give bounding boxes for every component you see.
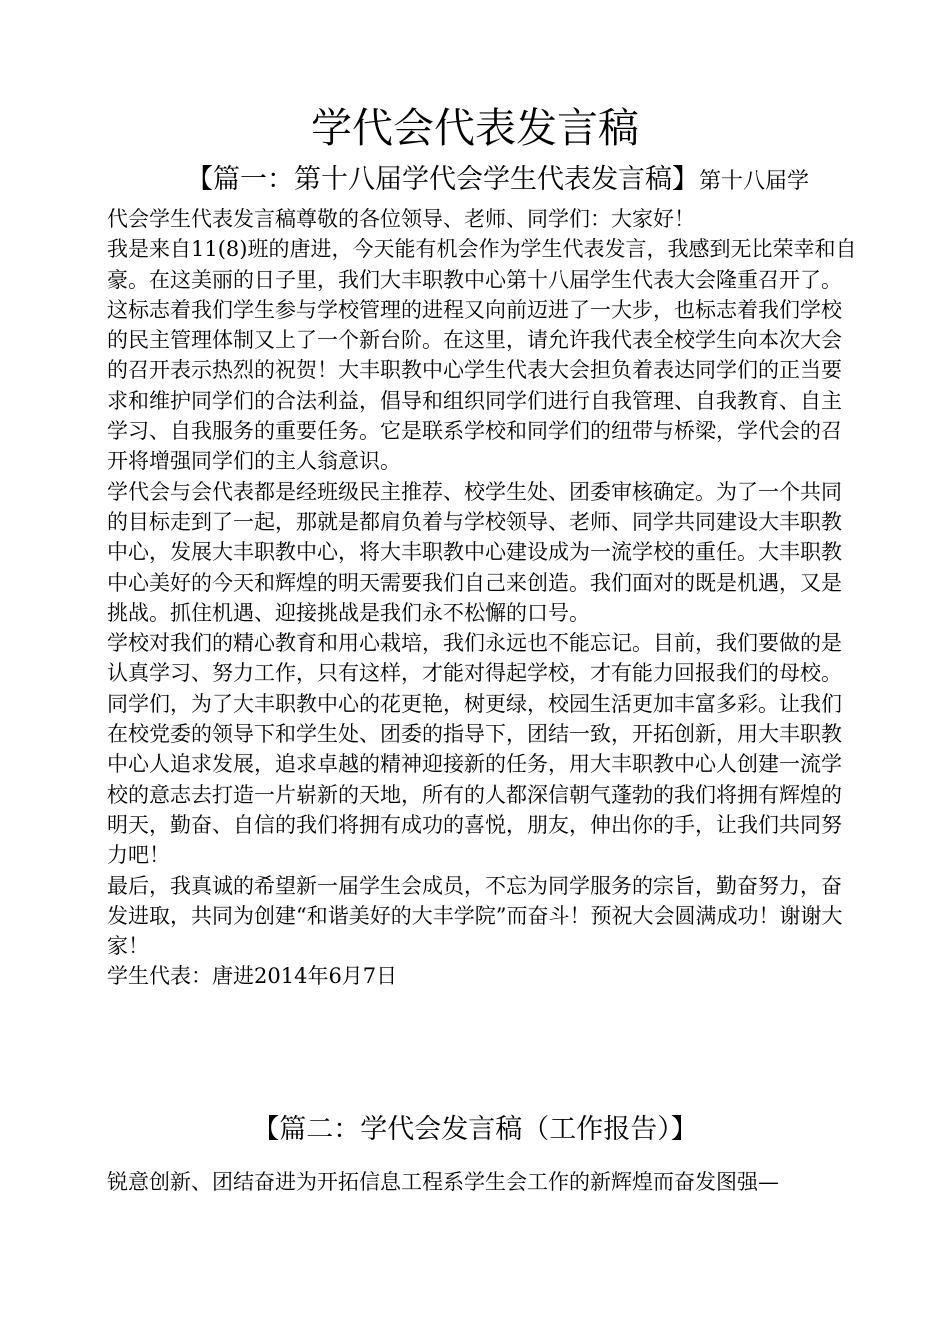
- document-title: 学代会代表发言稿: [311, 104, 639, 152]
- section1-body: [107, 204, 859, 992]
- paragraph: 代会学生代表发言稿尊敬的各位领导、老师、同学们：大家好！: [107, 207, 695, 231]
- section1-heading-line: [186, 162, 906, 201]
- section1-heading: 【篇一：第十八届学代会学生代表发言稿】: [186, 164, 699, 195]
- paragraph: 学代会与会代表都是经班级民主推荐、校学生处、团委审核确定。为了一个共同的目标走到了一起，那就是都肩负着与学校领导、老师、同学共同建设大丰职教中心，发展大丰职教中心，将大丰职教中心建设成为一流学校的重任。大丰职教中心美好的今天和辉煌的明天需要我们自己来创造。我们面对的既是机遇，又是挑战。抓住机遇、迎接挑战是我们永不松懈的口号。: [107, 479, 842, 625]
- paragraph: 学校对我们的精心教育和用心栽培，我们永远也不能忘记。目前，我们要做的是认真学习、努力工作，只有这样，才能对得起学校，才有能力回报我们的母校。: [107, 631, 842, 686]
- paragraph: 同学们，为了大丰职教中心的花更艳，树更绿，校园生活更加丰富多彩。让我们在校党委的领导下和学生处、团委的指导下，团结一致，开拓创新，用大丰职教中心人追求发展，追求卓越的精神迎接新的任务，用大丰职教中心人创建一流学校的意志去打造一片崭新的天地，所有的人都深信朝气蓬勃的我们将拥有辉煌的明天，勤奋、自信的我们将拥有成功的喜悦，朋友，伸出你的手，让我们共同努力吧！: [107, 691, 842, 868]
- section2-first-line: 锐意创新、团结奋进为开拓信息工程系学生会工作的新辉煌而奋发图强—: [107, 1170, 779, 1194]
- paragraph: 我是来自11(8)班的唐进，今天能有机会作为学生代表发言，我感到无比荣幸和自豪。在这美丽的日子里，我们大丰职教中心第十八届学生代表大会隆重召开了。这标志着我们学生参与学校管理的进程又向前迈进了一大步，也标志着我们学校的民主管理体制又上了一个新台阶。在这里，请允许我代表全校学生向本次大会的召开表示热烈的祝贺！大丰职教中心学生代表大会担负着表达同学们的正当要求和维护同学们的合法利益，倡导和组织同学们进行自我管理、自我教育、自主学习、自我服务的重要任务。它是联系学校和同学们的纽带与桥梁，学代会的召开将增强同学们的主人翁意识。: [107, 237, 857, 474]
- section2-heading: 【篇二：学代会发言稿（工作报告）】: [252, 1114, 698, 1145]
- paragraph: 最后，我真诚的希望新一届学生会成员，不忘为同学服务的宗旨，勤奋努力，奋发进取，共同为创建“和谐美好的大丰学院”而奋斗！预祝大会圆满成功！谢谢大家！: [107, 873, 843, 959]
- signature-line: 学生代表：唐进2014年6月7日: [107, 964, 398, 989]
- section1-heading-tail: 第十八届学: [699, 169, 810, 194]
